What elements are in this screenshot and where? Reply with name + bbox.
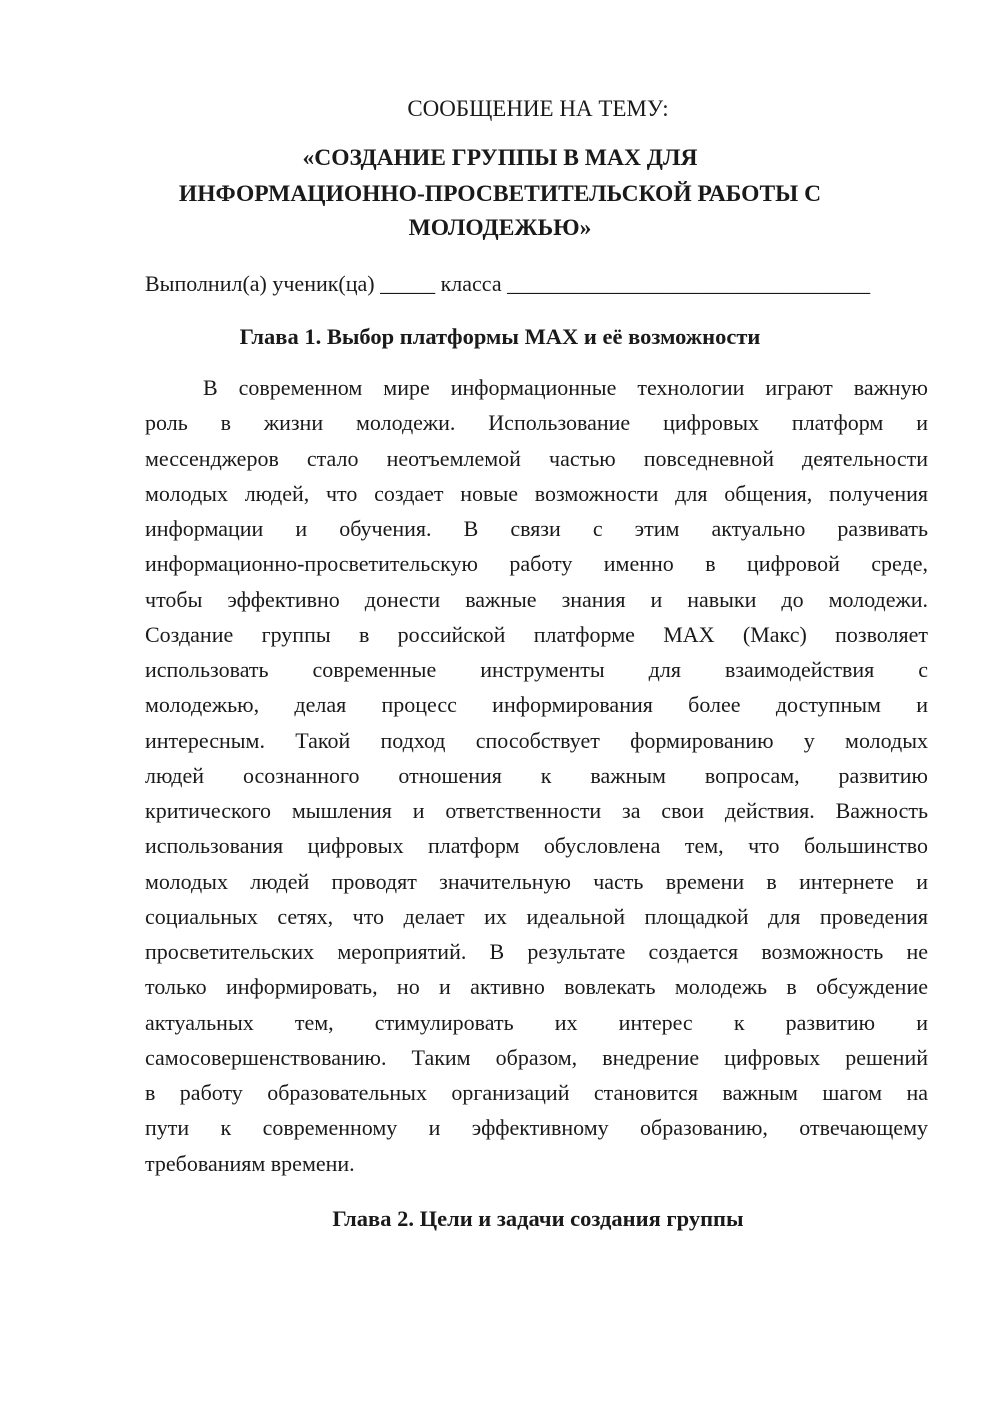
paragraph-line: просветительских мероприятий. В результате создается возможность не — [145, 939, 928, 964]
paragraph-line: информации и обучения. В связи с этим актуально развивать — [145, 516, 928, 541]
paragraph-line: Создание группы в российской платформе MAX (Макс) позволяет — [145, 621, 928, 647]
chapter-1-heading: Глава 1. Выбор платформы MAX и её возможности — [239, 324, 761, 349]
paragraph-line: использовать современные инструменты для взаимодействия с — [145, 657, 928, 682]
paragraph-line: молодых людей проводят значительную часть времени в интернете и — [145, 868, 928, 894]
report-label: СООБЩЕНИЕ НА ТЕМУ: — [407, 96, 669, 121]
paragraph-line: чтобы эффективно донести важные знания и навыки до молодежи. — [145, 586, 928, 612]
title-line-2: ИНФОРМАЦИОННО-ПРОСВЕТИТЕЛЬСКОЙ РАБОТЫ С — [178, 181, 822, 207]
paragraph-line: мессенджеров стало неотъемлемой частью повседневной деятельности — [145, 445, 928, 471]
paragraph-line: информационно-просветительскую работу именно в цифровой среде, — [145, 551, 928, 577]
paragraph-line: В современном мире информационные технологии играют важную — [203, 375, 928, 400]
paragraph-line: пути к современному и эффективному образованию, отвечающему — [145, 1115, 928, 1141]
paragraph-line: только информировать, но и активно вовлекать молодежь в обсуждение — [145, 974, 928, 1000]
paragraph-line: в работу образовательных организаций становится важным шагом на — [145, 1080, 928, 1105]
paragraph-line: самосовершенствованию. Таким образом, внедрение цифровых решений — [145, 1044, 928, 1070]
paragraph-line: использования цифровых платформ обусловлена тем, что большинство — [145, 833, 928, 859]
paragraph-line: критического мышления и ответственности за свои действия. Важность — [145, 798, 928, 823]
paragraph-line: актуальных тем, стимулировать их интерес к развитию и — [145, 1009, 928, 1035]
paragraph-line: роль в жизни молодежи. Использование цифровых платформ и — [145, 410, 928, 436]
chapter-1-paragraph — [145, 373, 928, 1184]
paragraph-line: молодежью, делая процесс информирования более доступным и — [145, 692, 928, 718]
title-line-1: «СОЗДАНИЕ ГРУППЫ В MAX ДЛЯ — [302, 145, 698, 171]
paragraph-line: социальных сетях, что делает их идеальной площадкой для проведения — [145, 903, 928, 929]
paragraph-line: требованиям времени. — [145, 1150, 355, 1176]
chapter-2-heading: Глава 2. Цели и задачи создания группы — [332, 1206, 744, 1231]
paragraph-line: интересным. Такой подход способствует формированию у молодых — [145, 727, 928, 753]
paragraph-line: людей осознанного отношения к важным вопросам, развитию — [145, 762, 928, 788]
performed-by-line: Выполнил(а) ученик(ца) _____ класса _________________________________ — [145, 271, 871, 296]
title-line-3: МОЛОДЕЖЬЮ» — [408, 215, 592, 241]
paragraph-line: молодых людей, что создает новые возможности для общения, получения — [145, 480, 928, 506]
